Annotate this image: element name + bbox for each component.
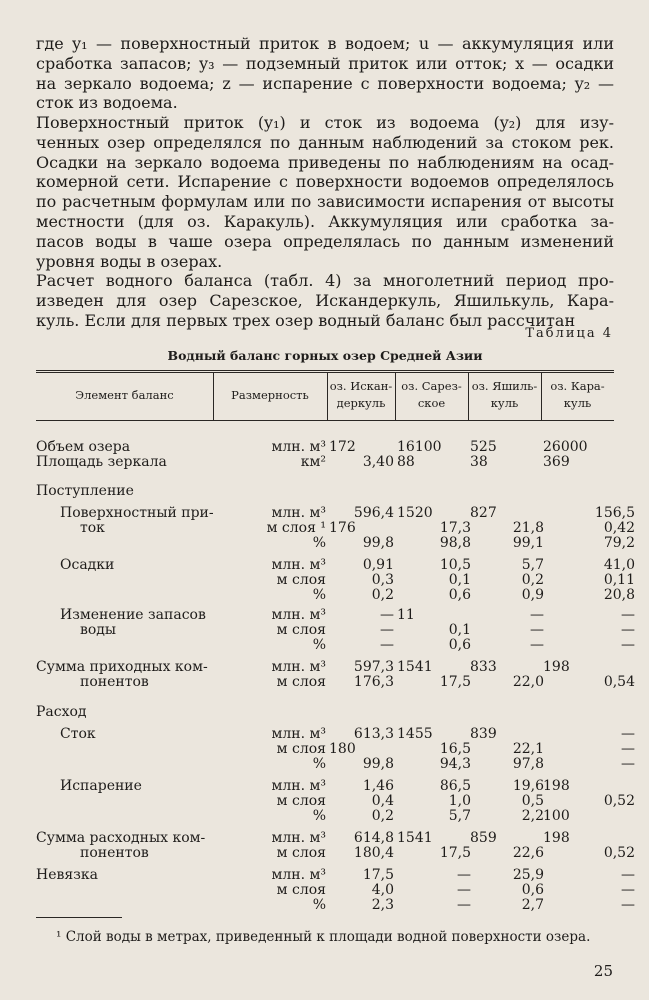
table-top-rule [36, 370, 614, 373]
header-sarez [395, 378, 468, 412]
paragraph-line: изведен для озер Сарезское, Искандеркуль, Яшилькуль, Кара- [36, 290, 614, 310]
cell-yashilkul: 38 [470, 454, 488, 470]
paragraph-line: по расчетным формулам или по зависимости испарения от высоты [36, 192, 614, 212]
cell-iskanderkul: — [380, 607, 394, 623]
cell-karakul: — [621, 867, 635, 883]
cell-yashilkul: 22,6 [512, 845, 544, 861]
header-karakul-line2: куль [563, 396, 592, 410]
row-unit: км² [300, 454, 326, 470]
row-unit: м слоя [276, 882, 326, 898]
cell-karakul: 0,11 [603, 572, 635, 588]
cell-iskanderkul: 0,3 [371, 572, 394, 588]
row-label: Сумма приходных ком- [36, 659, 208, 675]
paragraph-line: Поверхностный приток (y₁) и сток из водоема (y₂) для изу- [36, 113, 614, 132]
cell-karakul: 0,54 [603, 674, 635, 690]
cell-karakul: 198 [543, 659, 570, 675]
cell-yashilkul: 19,6 [512, 778, 544, 794]
cell-sarez: 1520 [397, 505, 433, 521]
cell-yashilkul: — [530, 637, 544, 653]
paragraph-line: сработка запасов; y₃ — подземный приток или отток; x — осадки [36, 53, 614, 73]
cell-sarez: 1,0 [448, 793, 471, 809]
cell-sarez: 1541 [397, 830, 433, 846]
cell-yashilkul: 21,8 [512, 520, 544, 536]
header-sarez-line2: ское [417, 396, 446, 410]
header-iskanderkul-line2: деркуль [336, 396, 386, 410]
cell-yashilkul: 0,5 [521, 793, 544, 809]
cell-yashilkul: 99,1 [512, 535, 544, 551]
cell-yashilkul: 5,7 [521, 557, 544, 573]
table-number-label: Таблица 4 [525, 326, 613, 341]
row-label: Сумма расходных ком- [36, 830, 206, 846]
row-label: Поступление [36, 483, 134, 499]
cell-yashilkul: 833 [470, 659, 497, 675]
table-header-rule [36, 420, 614, 421]
cell-iskanderkul: 2,3 [371, 897, 394, 913]
cell-sarez: 17,5 [439, 845, 471, 861]
cell-yashilkul: 2,2 [521, 808, 544, 824]
cell-karakul: 41,0 [603, 557, 635, 573]
paragraph-line: местности (для оз. Каракуль). Аккумуляция или сработка за- [36, 211, 614, 231]
row-label: Объем озера [36, 439, 131, 455]
footnote: ¹ Слой воды в метрах, приведенный к площади водной поверхности озера. [56, 929, 591, 945]
cell-iskanderkul: 180 [329, 741, 356, 757]
cell-karakul: 0,52 [603, 845, 635, 861]
row-label: Поверхностный при- [60, 505, 214, 521]
cell-iskanderkul: 613,3 [353, 726, 394, 742]
row-unit: млн. м³ [271, 778, 326, 794]
cell-yashilkul: 97,8 [512, 756, 544, 772]
cell-yashilkul: 0,9 [521, 587, 544, 603]
cell-karakul: 100 [543, 808, 570, 824]
cell-karakul: — [621, 741, 635, 757]
row-label: Осадки [60, 557, 115, 573]
cell-sarez: 1455 [397, 726, 433, 742]
row-unit: м слоя [276, 622, 326, 638]
paragraph-balance-calculation [36, 271, 614, 330]
row-unit: % [312, 808, 326, 824]
paragraph-data-sources [36, 113, 614, 271]
row-unit: % [312, 637, 326, 653]
cell-yashilkul: — [530, 622, 544, 638]
row-unit: млн. м³ [271, 439, 326, 455]
row-unit: % [312, 897, 326, 913]
paragraph-line: на зеркало водоема; z — испарение с поверхности водоема; y₂ — [36, 73, 614, 93]
row-unit: млн. м³ [271, 867, 326, 883]
cell-karakul: — [621, 756, 635, 772]
cell-sarez: — [457, 882, 471, 898]
row-unit: % [312, 756, 326, 772]
cell-yashilkul: 827 [470, 505, 497, 521]
cell-sarez: — [457, 867, 471, 883]
cell-karakul: — [621, 607, 635, 623]
header-iskanderkul-line1: оз. Искан- [329, 379, 393, 393]
cell-karakul: 198 [543, 830, 570, 846]
cell-yashilkul: — [530, 607, 544, 623]
cell-karakul: 0,52 [603, 793, 635, 809]
row-label: Сток [60, 726, 96, 742]
row-label: Изменение запасов [60, 607, 206, 623]
row-unit: м слоя [276, 793, 326, 809]
cell-karakul: — [621, 726, 635, 742]
header-yashilkul-line1: оз. Яшиль- [471, 379, 538, 393]
cell-sarez: 16100 [397, 439, 442, 455]
row-label: воды [80, 622, 117, 638]
row-label: Расход [36, 704, 87, 720]
cell-sarez: 98,8 [439, 535, 471, 551]
cell-iskanderkul: — [380, 622, 394, 638]
paragraph-formula-legend [36, 34, 614, 113]
cell-sarez: 94,3 [439, 756, 471, 772]
cell-sarez: 17,5 [439, 674, 471, 690]
cell-sarez: — [457, 897, 471, 913]
cell-iskanderkul: 17,5 [362, 867, 394, 883]
row-label: Невязка [36, 867, 98, 883]
paragraph-line: где y₁ — поверхностный приток в водоем; u — аккумуляция или [36, 34, 614, 53]
cell-sarez: 0,1 [448, 622, 471, 638]
row-unit: млн. м³ [271, 505, 326, 521]
cell-sarez: 86,5 [439, 778, 471, 794]
table-title: Водный баланс горных озер Средней Азии [167, 348, 483, 363]
cell-iskanderkul: 1,46 [362, 778, 394, 794]
cell-yashilkul: 2,7 [521, 897, 544, 913]
row-unit: млн. м³ [271, 830, 326, 846]
cell-iskanderkul: 99,8 [362, 535, 394, 551]
cell-sarez: 5,7 [448, 808, 471, 824]
row-label: понентов [80, 674, 149, 690]
cell-sarez: 16,5 [439, 741, 471, 757]
header-iskanderkul [327, 378, 395, 412]
cell-karakul: 0,42 [603, 520, 635, 536]
header-yashilkul-line2: куль [490, 396, 519, 410]
cell-karakul: 198 [543, 778, 570, 794]
header-element: Элемент баланс [75, 388, 174, 402]
paragraph-line: пасов воды в чаше озера определялась по данным изменений [36, 231, 614, 251]
cell-iskanderkul: 614,8 [353, 830, 394, 846]
row-unit: % [312, 587, 326, 603]
cell-sarez: 17,3 [439, 520, 471, 536]
cell-yashilkul: 525 [470, 439, 497, 455]
cell-yashilkul: 0,6 [521, 882, 544, 898]
cell-karakul: — [621, 622, 635, 638]
cell-karakul: 369 [543, 454, 570, 470]
row-unit: % [312, 535, 326, 551]
row-unit: млн. м³ [271, 557, 326, 573]
cell-sarez: 0,6 [448, 637, 471, 653]
cell-iskanderkul: 596,4 [353, 505, 394, 521]
cell-iskanderkul: 597,3 [353, 659, 394, 675]
paragraph-line: ченных озер определялся по данным наблюдений за стоком рек. [36, 132, 614, 152]
row-unit: м слоя [276, 741, 326, 757]
paragraph-line: куль. Если для первых трех озер водный баланс был рассчитан [36, 310, 576, 330]
row-label: Площадь зеркала [36, 454, 167, 470]
row-unit: м слоя ¹ [266, 520, 326, 536]
cell-sarez: 10,5 [439, 557, 471, 573]
cell-iskanderkul: 4,0 [371, 882, 394, 898]
cell-karakul: 20,8 [603, 587, 635, 603]
header-sarez-line1: оз. Сарез- [401, 379, 462, 393]
paragraph-line: Расчет водного баланса (табл. 4) за многолетний период про- [36, 271, 614, 290]
cell-sarez: 0,1 [448, 572, 471, 588]
header-karakul [541, 378, 614, 412]
paragraph-line: уровня воды в озерах. [36, 251, 223, 271]
row-unit: млн. м³ [271, 726, 326, 742]
cell-iskanderkul: 176 [329, 520, 356, 536]
row-unit: м слоя [276, 845, 326, 861]
paragraph-line: сток из водоема. [36, 93, 178, 113]
cell-iskanderkul: — [380, 637, 394, 653]
cell-karakul: 79,2 [603, 535, 635, 551]
cell-karakul: — [621, 897, 635, 913]
cell-iskanderkul: 3,40 [362, 454, 394, 470]
cell-karakul: 156,5 [594, 505, 635, 521]
paragraph-line: комерной сети. Испарение с поверхности водоемов определялось [36, 172, 614, 192]
cell-sarez: 11 [397, 607, 415, 623]
cell-sarez: 1541 [397, 659, 433, 675]
cell-yashilkul: 25,9 [512, 867, 544, 883]
row-label: понентов [80, 845, 149, 861]
row-unit: млн. м³ [271, 607, 326, 623]
header-yashilkul [468, 378, 541, 412]
cell-iskanderkul: 172 [329, 439, 356, 455]
cell-sarez: 0,6 [448, 587, 471, 603]
cell-sarez: 88 [397, 454, 415, 470]
cell-iskanderkul: 0,2 [371, 808, 394, 824]
cell-karakul: — [621, 882, 635, 898]
row-label: ток [80, 520, 105, 536]
cell-karakul: — [621, 637, 635, 653]
cell-yashilkul: 859 [470, 830, 497, 846]
row-unit: м слоя [276, 572, 326, 588]
cell-karakul: 26000 [543, 439, 588, 455]
cell-iskanderkul: 0,91 [362, 557, 394, 573]
cell-yashilkul: 22,0 [512, 674, 544, 690]
cell-iskanderkul: 0,2 [371, 587, 394, 603]
cell-iskanderkul: 180,4 [353, 845, 394, 861]
paragraph-line: Осадки на зеркало водоема приведены по наблюдениям на осад- [36, 152, 614, 172]
cell-iskanderkul: 99,8 [362, 756, 394, 772]
row-label: Испарение [60, 778, 142, 794]
cell-yashilkul: 22,1 [512, 741, 544, 757]
row-unit: м слоя [276, 674, 326, 690]
cell-yashilkul: 839 [470, 726, 497, 742]
page-number: 25 [593, 962, 613, 980]
header-unit: Размерность [231, 388, 309, 402]
cell-yashilkul: 0,2 [521, 572, 544, 588]
header-karakul-line1: оз. Кара- [550, 379, 605, 393]
footnote-rule [36, 917, 122, 918]
cell-iskanderkul: 0,4 [371, 793, 394, 809]
cell-iskanderkul: 176,3 [353, 674, 394, 690]
row-unit: млн. м³ [271, 659, 326, 675]
